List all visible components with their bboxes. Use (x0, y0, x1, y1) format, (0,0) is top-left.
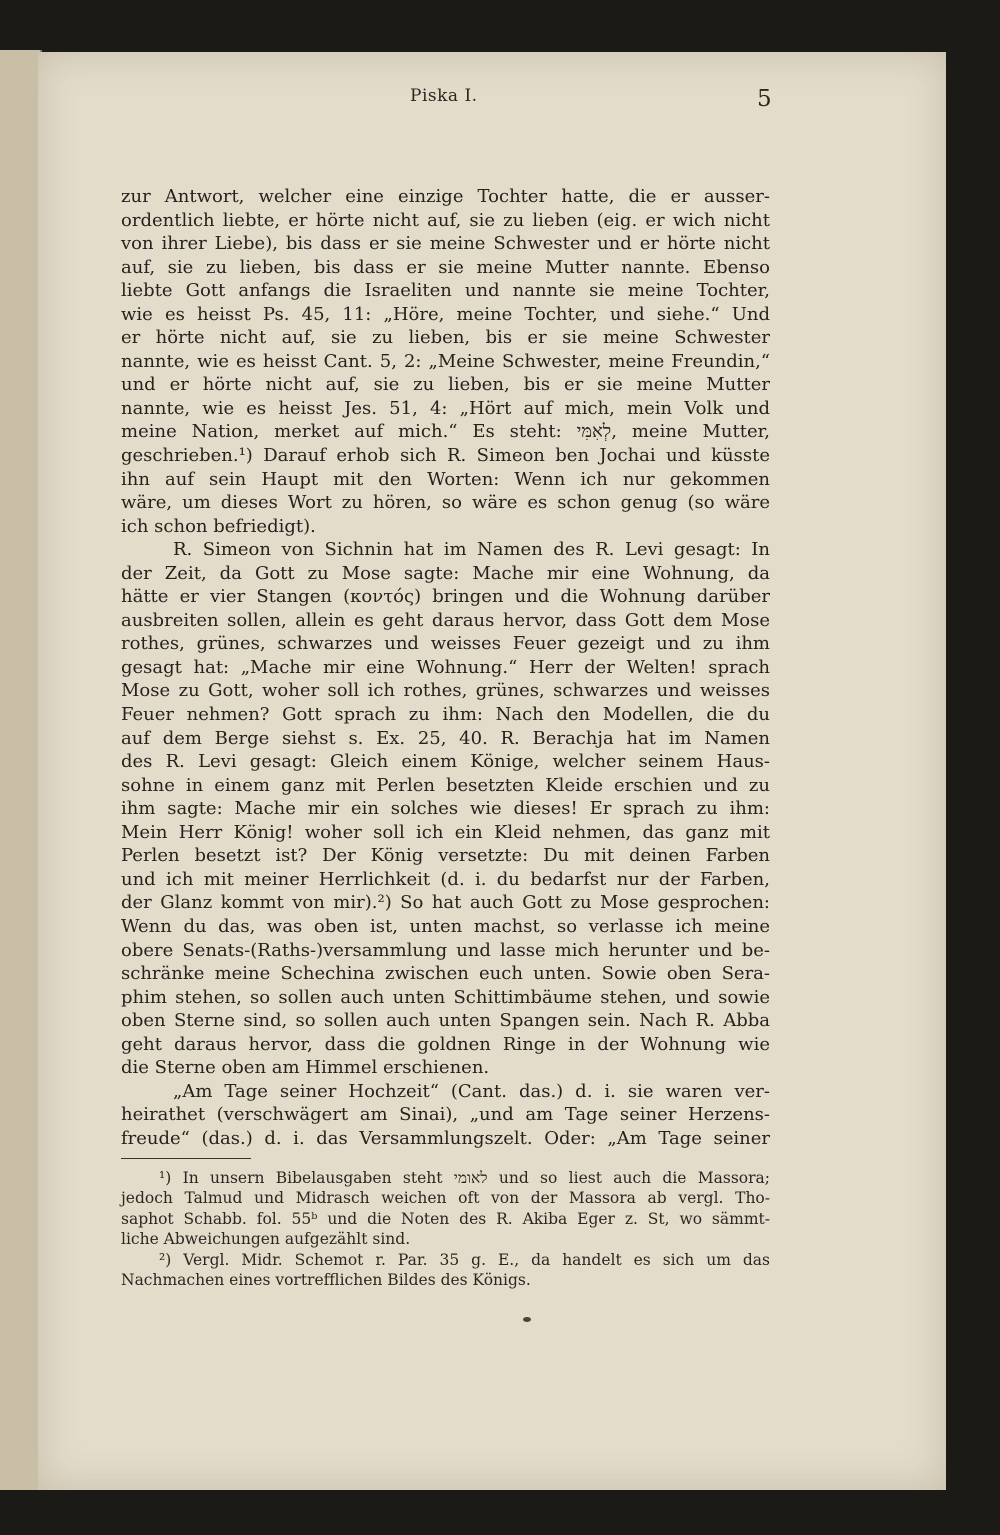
text-line: obere Senats-(Raths-)versammlung und lasse mich herunter und be- (121, 939, 770, 961)
text-line: auf dem Berge siehst s. Ex. 25, 40. R. Berachja hat im Namen (121, 727, 770, 749)
printer-ornament (523, 1317, 531, 1322)
text-line: gesagt hat: „Mache mir eine Wohnung.“ Herr der Welten! sprach (121, 656, 770, 678)
text-line: wie es heisst Ps. 45, 11: „Höre, meine Tochter, und siehe.“ Und (121, 303, 770, 325)
footnote-line: Nachmachen eines vortrefflichen Bildes des Königs. (121, 1270, 531, 1289)
footnote-line: liche Abweichungen aufgezählt sind. (121, 1230, 411, 1249)
text-line: ihm sagte: Mache mir ein solches wie dieses! Er sprach zu ihm: (121, 798, 770, 820)
text-line: schränke meine Schechina zwischen euch unten. Sowie oben Sera- (121, 963, 770, 985)
text-line: geschrieben.¹) Darauf erhob sich R. Simeon ben Jochai und küsste (121, 445, 770, 467)
text-line: liebte Gott anfangs die Israeliten und nannte sie meine Tochter, (121, 280, 770, 302)
text-line: und er hörte nicht auf, sie zu lieben, bis er sie meine Mutter (121, 374, 770, 396)
text-line: freude“ (das.) d. i. das Versammlungszelt. Oder: „Am Tage seiner (121, 1127, 770, 1149)
text-line: Mose zu Gott, woher soll ich rothes, grünes, schwarzes und weisses (121, 680, 770, 702)
running-header (0, 86, 1000, 116)
text-line: meine Nation, merket auf mich.“ Es steht: לְאִמִּי, meine Mutter, (121, 421, 770, 443)
running-title: Piska I. (410, 86, 478, 106)
previous-page-edge (0, 50, 42, 1490)
text-line: phim stehen, so sollen auch unten Schittimbäume stehen, und sowie (121, 986, 770, 1008)
text-line: zur Antwort, welcher eine einzige Tochter hatte, die er ausser- (121, 186, 770, 207)
text-line: die Sterne oben am Himmel erschienen. (121, 1057, 490, 1079)
text-line: oben Sterne sind, so sollen auch unten Spangen sein. Nach R. Abba (121, 1010, 770, 1032)
footnote-line: saphot Schabb. fol. 55ᵇ und die Noten des R. Akiba Eger z. St, wo sämmt- (121, 1209, 770, 1228)
text-line: auf, sie zu lieben, bis dass er sie meine Mutter nannte. Ebenso (121, 256, 770, 278)
footnotes (121, 1168, 770, 1290)
text-line: Mein Herr König! woher soll ich ein Kleid nehmen, das ganz mit (121, 821, 770, 843)
text-line: heirathet (verschwägert am Sinai), „und am Tage seiner Herzens- (121, 1104, 770, 1126)
text-line: der Glanz kommt von mir).²) So hat auch Gott zu Mose gesprochen: (121, 892, 770, 914)
text-line: Feuer nehmen? Gott sprach zu ihm: Nach den Modellen, die du (121, 704, 770, 726)
text-line: ordentlich liebte, er hörte nicht auf, sie zu lieben (eig. er wich nicht (121, 209, 770, 231)
footnote-line: ¹) In unsern Bibelausgaben steht לאומי und so liest auch die Massora; (159, 1169, 771, 1187)
footnote-line: jedoch Talmud und Midrasch weichen oft von der Massora ab vergl. Tho- (121, 1189, 770, 1208)
text-line: rothes, grünes, schwarzes und weisses Feuer gezeigt und zu ihm (121, 633, 770, 655)
text-line: ausbreiten sollen, allein es geht daraus hervor, dass Gott dem Mose (121, 609, 770, 631)
main-text (121, 185, 770, 1150)
text-line: geht daraus hervor, dass die goldnen Ringe in der Wohnung wie (121, 1033, 770, 1055)
text-line: ich schon befriedigt). (121, 515, 316, 537)
text-line: der Zeit, da Gott zu Mose sagte: Mache mir eine Wohnung, da (121, 562, 770, 584)
text-line: „Am Tage seiner Hochzeit“ (Cant. das.) d. i. sie waren ver- (173, 1080, 770, 1102)
text-line: und ich mit meiner Herrlichkeit (d. i. du bedarfst nur der Farben, (121, 868, 770, 890)
text-line: Perlen besetzt ist? Der König versetzte: Du mit deinen Farben (121, 845, 770, 867)
text-line: er hörte nicht auf, sie zu lieben, bis er sie meine Schwester (121, 327, 770, 349)
page-number: 5 (757, 86, 772, 112)
text-line: sohne in einem ganz mit Perlen besetzten Kleide erschien und zu (121, 774, 770, 796)
footnote-rule (121, 1158, 251, 1159)
footnote-line: ²) Vergl. Midr. Schemot r. Par. 35 g. E., da handelt es sich um das (159, 1250, 770, 1269)
text-line: ihn auf sein Haupt mit den Worten: Wenn ich nur gekommen (121, 468, 770, 490)
text-line: von ihrer Liebe), bis dass er sie meine Schwester und er hörte nicht (121, 233, 770, 255)
text-line: hätte er vier Stangen (κοντός) bringen und die Wohnung darüber (121, 586, 770, 608)
text-line: nannte, wie es heisst Jes. 51, 4: „Hört auf mich, mein Volk und (121, 397, 770, 419)
text-line: nannte, wie es heisst Cant. 5, 2: „Meine Schwester, meine Freundin,“ (121, 350, 770, 372)
text-line: Wenn du das, was oben ist, unten machst, so verlasse ich meine (121, 915, 770, 937)
text-line: R. Simeon von Sichnin hat im Namen des R. Levi gesagt: In (173, 539, 770, 561)
text-line: wäre, um dieses Wort zu hören, so wäre es schon genug (so wäre (121, 492, 770, 514)
text-line: des R. Levi gesagt: Gleich einem Könige, welcher seinem Haus- (121, 751, 770, 773)
